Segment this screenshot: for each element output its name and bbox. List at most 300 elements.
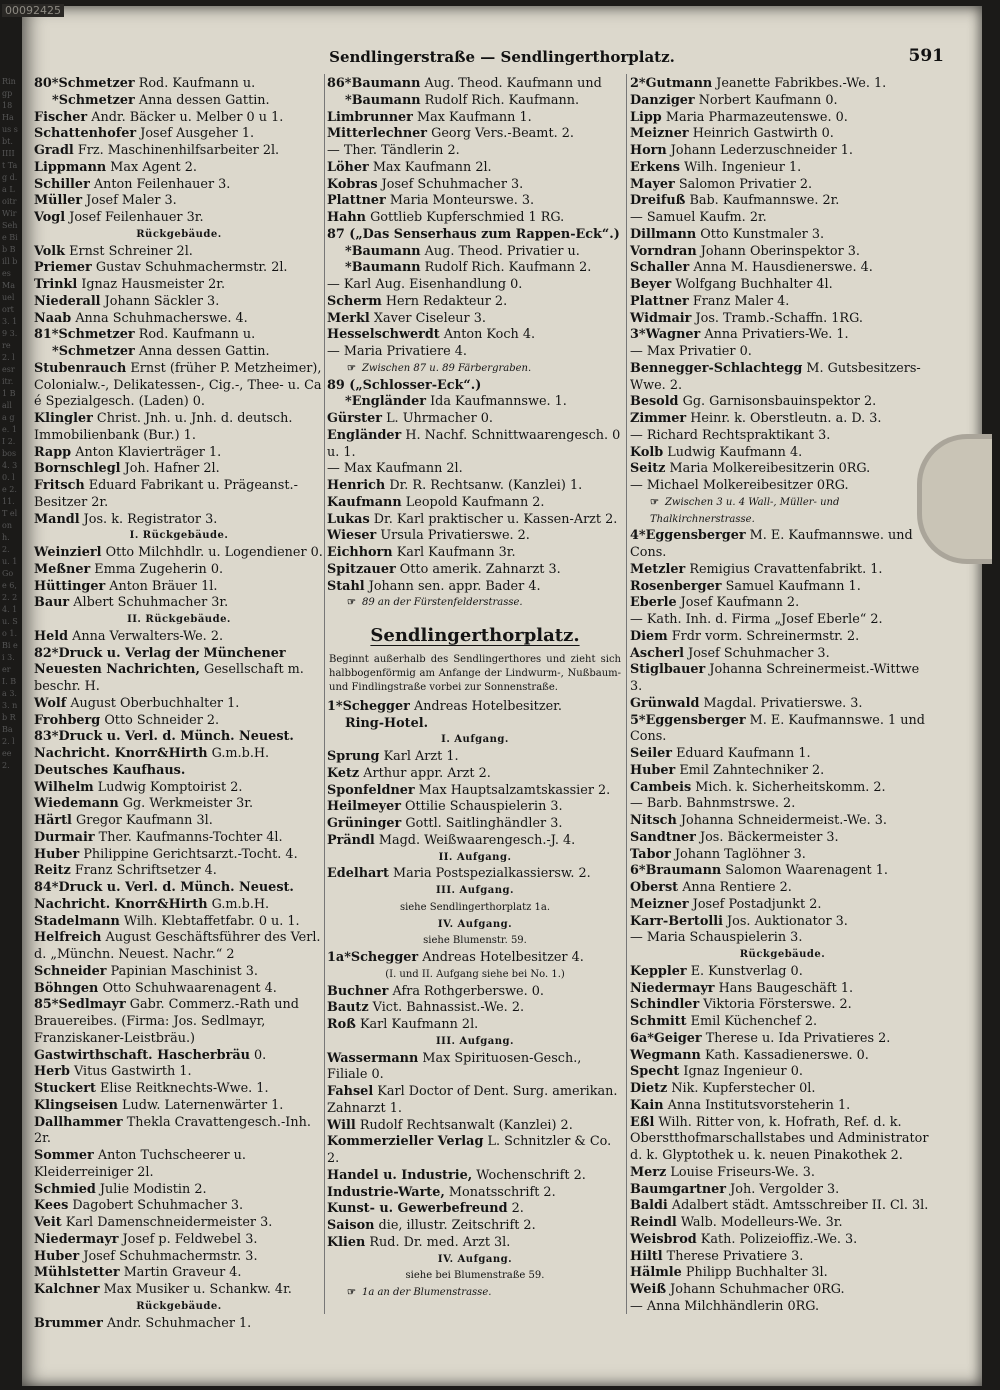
entry-details: Jos. k. Registrator 3. bbox=[83, 511, 218, 527]
entry-name: Geiger bbox=[653, 1030, 702, 1046]
directory-entry bbox=[34, 930, 324, 964]
entry-details: Andr. Bäcker u. Melber 0 u 1. bbox=[91, 109, 284, 125]
subheading: II. Aufgang. bbox=[438, 851, 512, 863]
note-text: 1a an der Blumenstrasse. bbox=[361, 1287, 492, 1298]
directory-entry bbox=[34, 981, 324, 998]
house-number: * bbox=[345, 243, 352, 259]
entry-details: Wochenschrift 2. bbox=[476, 1167, 586, 1183]
entry-name: Lipp bbox=[630, 109, 662, 125]
directory-entry bbox=[34, 277, 324, 294]
entry-name: Schiller bbox=[34, 176, 90, 192]
house-number: 3* bbox=[630, 327, 646, 343]
entry-name: Gastwirthschaft. Hascherbräu bbox=[34, 1047, 250, 1063]
entry-details: Emma Zugeherin 0. bbox=[94, 561, 224, 577]
entry-details: Josef Feilenhauer 3r. bbox=[69, 210, 204, 225]
entry-details: Therese u. Ida Privatieres 2. bbox=[705, 1030, 891, 1046]
entry-name: Böhngen bbox=[34, 980, 99, 996]
entry-details: Josef Schuhmacher 3. bbox=[688, 645, 830, 661]
subheading: IV. Aufgang. bbox=[437, 918, 513, 930]
entry-name: Kalchner bbox=[34, 1282, 100, 1297]
directory-entry bbox=[327, 344, 623, 361]
directory-entry bbox=[327, 411, 623, 428]
house-number: * bbox=[345, 394, 352, 410]
directory-entry bbox=[630, 746, 935, 763]
dash: — bbox=[630, 427, 647, 443]
entry-name: Huber bbox=[34, 1248, 80, 1264]
entry-name: Druck u. Verl. d. Münch. Neuest. Nachricht. Knorr&Hirth bbox=[34, 729, 294, 761]
entry-name: Wassermann bbox=[327, 1050, 419, 1066]
directory-entry bbox=[327, 277, 623, 294]
entry-details: Otto Milchhdlr. u. Logendiener 0. bbox=[105, 545, 323, 560]
directory-entry bbox=[630, 1098, 935, 1115]
entry-details: Philipp Buchhalter 3l. bbox=[685, 1265, 828, 1281]
directory-entry bbox=[34, 126, 324, 143]
pointing-hand-icon: ☞ bbox=[347, 597, 356, 609]
entry-details: Vict. Bahnassist.-We. 2. bbox=[372, 1000, 525, 1016]
reference-line: siehe Sendlingerthorplatz 1a. bbox=[399, 901, 551, 913]
entry-name: Sandtner bbox=[630, 829, 696, 845]
entry-name: Baumann bbox=[351, 260, 421, 276]
dash: — bbox=[327, 461, 344, 477]
directory-entry bbox=[34, 177, 324, 194]
note-text: 89 an der Fürstenfelderstrasse. bbox=[361, 597, 523, 609]
entry-name: Edelhart bbox=[327, 866, 389, 882]
entry-name: Herb bbox=[34, 1064, 70, 1080]
house-number: * bbox=[345, 260, 352, 276]
entry-details: Adalbert städt. Amtsschreiber II. Cl. 3l. bbox=[671, 1198, 929, 1214]
entry-details: Ther. Kaufmanns-Tochter 4l. bbox=[98, 829, 283, 845]
directory-entry bbox=[327, 378, 623, 395]
entry-details: Max Kaufmann 2l. bbox=[372, 159, 492, 175]
entry-details: Anton Bräuer 1l. bbox=[109, 578, 218, 594]
directory-entry bbox=[630, 930, 935, 947]
directory-entry bbox=[327, 210, 623, 227]
entry-details: Andreas Hotelbesitzer. bbox=[413, 698, 562, 714]
entry-details: Ludwig Kaufmann 4. bbox=[667, 444, 803, 460]
directory-entry bbox=[327, 699, 623, 716]
entry-details: Kath. Polizeioffiz.-We. 3. bbox=[700, 1231, 858, 1247]
directory-entry bbox=[327, 110, 623, 127]
entry-details: Josef Schuhmachermstr. 3. bbox=[83, 1248, 258, 1264]
house-number: 4* bbox=[630, 528, 646, 544]
directory-entry bbox=[327, 579, 623, 596]
entry-details: Xaver Ciseleur 3. bbox=[373, 310, 486, 326]
column-1 bbox=[34, 76, 324, 1332]
entry-details: Jos. Bäckermeister 3. bbox=[699, 829, 839, 845]
entry-details: Rod. Kaufmann u. bbox=[138, 76, 256, 91]
dash: — bbox=[630, 210, 647, 225]
directory-entry bbox=[630, 1081, 935, 1098]
entry-name: Wieser bbox=[327, 528, 377, 544]
entry-name: Hahn bbox=[327, 210, 366, 225]
entry-details: Emil Zahntechniker 2. bbox=[679, 762, 825, 778]
house-number: * bbox=[345, 92, 352, 108]
entry-details: Rod. Kaufmann u. bbox=[138, 327, 256, 343]
entry-details: Max Kaufmann 1. bbox=[416, 109, 532, 125]
entry-name: Tabor bbox=[630, 846, 671, 862]
entry-name: Lippmann bbox=[34, 159, 107, 175]
entry-details: Anna dessen Gattin. bbox=[138, 344, 270, 359]
directory-entry bbox=[630, 76, 935, 93]
entry-details: Michael Molkereibesitzer 0RG. bbox=[646, 478, 849, 493]
entry-details: Monatsschrift 2. bbox=[448, 1184, 556, 1200]
directory-entry bbox=[630, 244, 935, 261]
entry-details: M. E. Kaufmannswe. und Cons. bbox=[630, 528, 913, 560]
entry-name: Durmair bbox=[34, 829, 95, 845]
entry-details: Maria Monteurswe. 3. bbox=[389, 193, 535, 209]
entry-name: Erkens bbox=[630, 159, 681, 175]
entry-details: Max Kaufmann 2l. bbox=[343, 461, 463, 477]
entry-name: Sprung bbox=[327, 749, 380, 764]
dash: — bbox=[630, 612, 647, 627]
entry-details: Rud. Dr. med. Arzt 3l. bbox=[369, 1234, 511, 1250]
directory-entry bbox=[327, 799, 623, 816]
entry-details: Franz Schriftsetzer 4. bbox=[74, 863, 217, 879]
directory-entry bbox=[327, 177, 623, 194]
entry-details: Dr. Karl praktischer u. Kassen-Arzt 2. bbox=[373, 511, 618, 527]
reference-line: (I. und II. Aufgang siehe bei No. 1.) bbox=[385, 968, 565, 980]
entry-details: Leopold Kaufmann 2. bbox=[405, 494, 545, 510]
subheading: I. Aufgang. bbox=[441, 734, 509, 746]
entry-name: Saison bbox=[327, 1218, 375, 1233]
entry-name: Veit bbox=[34, 1215, 62, 1230]
subheading: Rückgebäude. bbox=[739, 949, 826, 960]
entry-details: Walb. Modelleurs-We. 3r. bbox=[680, 1215, 843, 1230]
entry-name: Naab bbox=[34, 310, 72, 326]
directory-entry bbox=[34, 1098, 324, 1115]
directory-entry bbox=[34, 1249, 324, 1266]
entry-name: Eßl bbox=[630, 1114, 655, 1130]
subheading: III. Aufgang. bbox=[435, 885, 515, 896]
entry-details: Martin Graveur 4. bbox=[123, 1265, 242, 1281]
entry-details: Andreas Hotelbesitzer 4. bbox=[422, 950, 584, 965]
subheading: III. Aufgang. bbox=[435, 1035, 515, 1047]
directory-entry bbox=[327, 461, 623, 478]
entry-name: Mandl bbox=[34, 511, 80, 527]
directory-entry bbox=[34, 110, 324, 127]
entry-name: Stadelmann bbox=[34, 913, 120, 929]
entry-name: Sedlmayr bbox=[58, 997, 126, 1013]
entry-name: Bennegger-Schlachtegg bbox=[630, 360, 803, 376]
directory-entry bbox=[327, 1051, 623, 1085]
directory-entry bbox=[630, 143, 935, 160]
entry-name: Widmair bbox=[630, 310, 692, 326]
directory-page bbox=[2, 4, 982, 1386]
directory-entry bbox=[630, 361, 935, 395]
entry-name: Reitz bbox=[34, 863, 71, 879]
scan-id: 00092425 bbox=[2, 4, 64, 17]
directory-entry bbox=[34, 76, 324, 93]
directory-entry bbox=[327, 1134, 623, 1168]
entry-details: Rudolf Rechtsanwalt (Kanzlei) 2. bbox=[359, 1117, 573, 1133]
dash: — bbox=[327, 277, 344, 292]
entry-details: Johann sen. appr. Bader 4. bbox=[368, 578, 541, 594]
directory-entry bbox=[34, 361, 324, 411]
entry-name: Eichhorn bbox=[327, 545, 393, 560]
entry-details: Norbert Kaufmann 0. bbox=[698, 92, 838, 108]
directory-entry bbox=[34, 847, 324, 864]
directory-entry bbox=[34, 344, 324, 361]
directory-entry bbox=[630, 914, 935, 931]
directory-entry bbox=[327, 1218, 623, 1235]
entry-details: Karl Aug. Eisenhandlung 0. bbox=[343, 277, 523, 292]
directory-entry bbox=[34, 1182, 324, 1199]
entry-name: Sponfeldner bbox=[327, 782, 415, 798]
page-number: 591 bbox=[908, 46, 944, 66]
entry-name: Wegmann bbox=[630, 1047, 701, 1063]
directory-entry bbox=[327, 749, 623, 766]
cross-reference-note bbox=[327, 361, 623, 378]
directory-entry bbox=[327, 227, 623, 244]
directory-entry bbox=[34, 964, 324, 981]
directory-entry bbox=[327, 260, 623, 277]
entry-details: Anton Tuchscheerer u. Kleiderreiniger 2l. bbox=[34, 1148, 246, 1180]
entry-name: Diem bbox=[630, 628, 668, 644]
house-number: 1a* bbox=[327, 950, 351, 965]
entry-name: Henrich bbox=[327, 478, 386, 493]
directory-entry bbox=[327, 311, 623, 328]
directory-entry bbox=[630, 763, 935, 780]
entry-details: Gottlieb Kupferschmied 1 RG. bbox=[370, 210, 565, 225]
entry-details: Samuel Kaufm. 2r. bbox=[646, 210, 767, 225]
entry-name: Baumgartner bbox=[630, 1181, 727, 1197]
entry-details: Therese Privatiere 3. bbox=[666, 1248, 804, 1264]
pointing-hand-icon: ☞ bbox=[650, 496, 659, 508]
directory-entry bbox=[327, 76, 623, 93]
entry-details: Max Privatier 0. bbox=[646, 344, 752, 359]
entry-name: Gutmann bbox=[645, 76, 713, 91]
entry-details: Frz. Maschinenhilfsarbeiter 2l. bbox=[77, 143, 280, 158]
entry-name: Bautz bbox=[327, 1000, 369, 1016]
directory-entry bbox=[34, 294, 324, 311]
entry-details: Ernst Schreiner 2l. bbox=[69, 243, 193, 259]
column-3 bbox=[630, 76, 935, 1316]
entry-name: Vogl bbox=[34, 210, 66, 225]
directory-entry bbox=[34, 780, 324, 797]
note-text: Zwischen 3 u. 4 Wall-, Müller- und Thalkirchnerstrasse. bbox=[650, 496, 840, 525]
entry-details: Rudolf Rich. Kaufmann. bbox=[424, 92, 580, 108]
entry-details: Anna Schuhmacherswe. 4. bbox=[75, 310, 248, 326]
house-number: 82* bbox=[34, 645, 59, 661]
directory-entry bbox=[34, 562, 324, 579]
house-number: 80* bbox=[34, 76, 59, 91]
entry-name: Volk bbox=[34, 243, 66, 259]
entry-name: Heilmeyer bbox=[327, 799, 401, 815]
entry-name: Weiß bbox=[630, 1282, 667, 1297]
directory-entry bbox=[630, 780, 935, 797]
entry-details: Emil Küchenchef 2. bbox=[690, 1014, 818, 1029]
entry-details: G.m.b.H. bbox=[211, 746, 270, 761]
directory-entry bbox=[630, 847, 935, 864]
directory-entry bbox=[630, 612, 935, 629]
page-tab-clip bbox=[917, 434, 992, 564]
entry-details: Ernst (früher P. Metzheimer), Colonialw.-, Delikatessen-, Cig.-, Thee- u. Ca é Spezialgesch. (Laden) 0. bbox=[34, 360, 322, 410]
directory-entry bbox=[630, 629, 935, 646]
dash: — bbox=[630, 930, 647, 946]
cross-reference-note bbox=[630, 495, 935, 529]
directory-entry bbox=[34, 1048, 324, 1065]
directory-entry bbox=[34, 327, 324, 344]
entry-details: Gustav Schuhmachermstr. 2l. bbox=[95, 260, 288, 276]
entry-details: Karl Damenschneidermeister 3. bbox=[65, 1215, 273, 1230]
entry-name: Buchner bbox=[327, 983, 389, 999]
entry-details: Max Spirituosen-Gesch., Filiale 0. bbox=[327, 1050, 582, 1083]
entry-details: Philippine Gerichtsarzt.-Tocht. 4. bbox=[83, 846, 298, 862]
entry-name: Dietz bbox=[630, 1081, 668, 1096]
pointing-hand-icon: ☞ bbox=[347, 1287, 356, 1298]
entry-name: Fahsel bbox=[327, 1084, 374, 1099]
entry-name: Held bbox=[34, 628, 69, 644]
directory-entry bbox=[34, 729, 324, 763]
dash: — bbox=[327, 344, 344, 359]
entry-details: Josef Maler 3. bbox=[86, 193, 177, 209]
directory-entry bbox=[327, 1017, 623, 1034]
house-number: 83* bbox=[34, 729, 59, 745]
house-number: 6* bbox=[630, 863, 646, 879]
entry-name: Mühlstetter bbox=[34, 1265, 120, 1281]
directory-entry bbox=[34, 713, 324, 730]
entry-name: Eggensberger bbox=[645, 528, 746, 544]
directory-entry bbox=[630, 646, 935, 663]
entry-name: Schegger bbox=[342, 698, 410, 714]
directory-entry bbox=[630, 394, 935, 411]
house-number: 81* bbox=[34, 327, 59, 343]
directory-entry bbox=[327, 126, 623, 143]
entry-details: Jos. Tramb.-Schaffn. 1RG. bbox=[695, 310, 863, 326]
entry-details: Ignaz Hausmeister 2r. bbox=[81, 277, 226, 292]
entry-name: Klingseisen bbox=[34, 1097, 118, 1113]
entry-name: Cambeis bbox=[630, 779, 692, 795]
entry-name: Dreifuß bbox=[630, 193, 686, 209]
entry-details: Maria Schauspielerin 3. bbox=[646, 930, 803, 946]
running-head: Sendlingerstraße — Sendlingerthorplatz. bbox=[329, 48, 675, 66]
directory-entry bbox=[630, 177, 935, 194]
directory-entry bbox=[34, 696, 324, 713]
entry-name: Grüninger bbox=[327, 816, 402, 831]
entry-details: Andr. Schuhmacher 1. bbox=[106, 1315, 252, 1331]
entry-details: Otto Schuhwaarenagent 4. bbox=[102, 980, 277, 996]
directory-entry bbox=[34, 193, 324, 210]
entry-name: Huber bbox=[630, 762, 676, 778]
directory-entry bbox=[34, 1148, 324, 1182]
entry-name: Kobras bbox=[327, 176, 378, 192]
entry-details: M. E. Kaufmannswe. 1 und Cons. bbox=[630, 712, 925, 745]
entry-name: Limbrunner bbox=[327, 109, 413, 125]
entry-details: Anna dessen Gattin. bbox=[138, 92, 270, 108]
directory-entry bbox=[327, 1084, 623, 1118]
entry-name: Meizner bbox=[630, 126, 689, 142]
house-number: * bbox=[52, 344, 59, 359]
directory-entry bbox=[630, 1165, 935, 1182]
directory-entry bbox=[34, 1115, 324, 1149]
entry-name: Plattner bbox=[327, 193, 386, 209]
directory-entry bbox=[327, 716, 623, 733]
directory-entry bbox=[630, 1014, 935, 1031]
entry-details: Maria Molkereibesitzerin 0RG. bbox=[669, 461, 871, 477]
entry-name: Grünwald bbox=[630, 695, 700, 711]
directory-entry bbox=[34, 478, 324, 512]
directory-entry bbox=[327, 1201, 623, 1218]
directory-entry bbox=[327, 428, 623, 462]
directory-entry bbox=[34, 260, 324, 277]
entry-name: Stiglbauer bbox=[630, 662, 706, 678]
entry-name: Seiler bbox=[630, 746, 672, 761]
entry-name: Schegger bbox=[350, 950, 419, 965]
entry-name: Industrie-Warte, bbox=[327, 1184, 445, 1200]
entry-name: Karr-Bertolli bbox=[630, 913, 723, 929]
entry-name: Meizner bbox=[630, 896, 689, 912]
entry-details: die, illustr. Zeitschrift 2. bbox=[378, 1218, 536, 1233]
house-number: 2* bbox=[630, 76, 646, 91]
entry-details: Christ. Jnh. u. Jnh. d. deutsch. Immobilienbank (Bur.) 1. bbox=[34, 411, 293, 443]
entry-name: Horn bbox=[630, 143, 667, 158]
directory-entry bbox=[34, 461, 324, 478]
entry-name: Baumann bbox=[351, 92, 421, 108]
entry-details: Johann Schuhmacher 0RG. bbox=[670, 1282, 845, 1297]
entry-details: Magd. Weißwaarengesch.-J. 4. bbox=[378, 832, 576, 848]
entry-name: Baumann bbox=[351, 243, 421, 259]
entry-name: Prändl bbox=[327, 832, 375, 848]
entry-name: Braumann bbox=[645, 863, 722, 879]
entry-details: Josef Ausgeher 1. bbox=[140, 126, 255, 142]
house-number: 89 bbox=[327, 377, 345, 393]
entry-details: Eduard Fabrikant u. Prägeanst.-Besitzer 2r. bbox=[34, 478, 298, 510]
column-rule bbox=[324, 74, 325, 1314]
entry-details: Anna Institutsvorsteherin 1. bbox=[667, 1097, 851, 1113]
entry-details: Josef Schuhmacher 3. bbox=[381, 176, 524, 192]
entry-details: Gg. Garnisonsbauinspektor 2. bbox=[682, 394, 877, 410]
directory-entry bbox=[630, 662, 935, 696]
entry-details: Anna Rentiere 2. bbox=[682, 880, 792, 895]
entry-name: Merz bbox=[630, 1164, 667, 1180]
entry-name: Gürster bbox=[327, 411, 382, 426]
entry-details: Otto amerik. Zahnarzt 3. bbox=[399, 561, 561, 577]
entry-details: Johann Säckler 3. bbox=[104, 293, 220, 309]
entry-details: Otto Schneider 2. bbox=[104, 712, 220, 728]
directory-entry bbox=[34, 160, 324, 177]
entry-details: Aug. Theod. Privatier u. bbox=[424, 243, 580, 259]
entry-name: Dillmann bbox=[630, 226, 697, 242]
directory-entry bbox=[630, 311, 935, 328]
directory-entry bbox=[34, 311, 324, 328]
entry-details: Anna Privatiers-We. 1. bbox=[704, 327, 849, 343]
directory-entry bbox=[34, 914, 324, 931]
entry-name: Baumann bbox=[351, 76, 421, 91]
entry-name: Beyer bbox=[630, 277, 672, 292]
directory-entry bbox=[630, 813, 935, 830]
directory-entry bbox=[34, 512, 324, 529]
entry-details: Ida Kaufmannswe. 1. bbox=[430, 394, 567, 410]
entry-name: Schneider bbox=[34, 963, 107, 979]
directory-entry bbox=[327, 160, 623, 177]
directory-entry bbox=[630, 193, 935, 210]
directory-entry bbox=[34, 143, 324, 160]
entry-name: Scherm bbox=[327, 293, 382, 309]
entry-details: Kath. Kassadienerswe. 0. bbox=[704, 1047, 869, 1063]
entry-name: Zimmer bbox=[630, 411, 687, 426]
entry-name: Sommer bbox=[34, 1148, 94, 1163]
dash: — bbox=[630, 1298, 647, 1314]
directory-entry bbox=[34, 579, 324, 596]
entry-details: Ludwig Komptoirist 2. bbox=[97, 779, 243, 795]
directory-entry bbox=[34, 595, 324, 612]
directory-entry bbox=[34, 1265, 324, 1282]
entry-details: Jos. Auktionator 3. bbox=[727, 913, 848, 929]
directory-entry bbox=[34, 830, 324, 847]
directory-entry bbox=[630, 1299, 935, 1316]
entry-details: E. Kunstverlag 0. bbox=[690, 963, 803, 979]
directory-entry bbox=[327, 950, 623, 967]
